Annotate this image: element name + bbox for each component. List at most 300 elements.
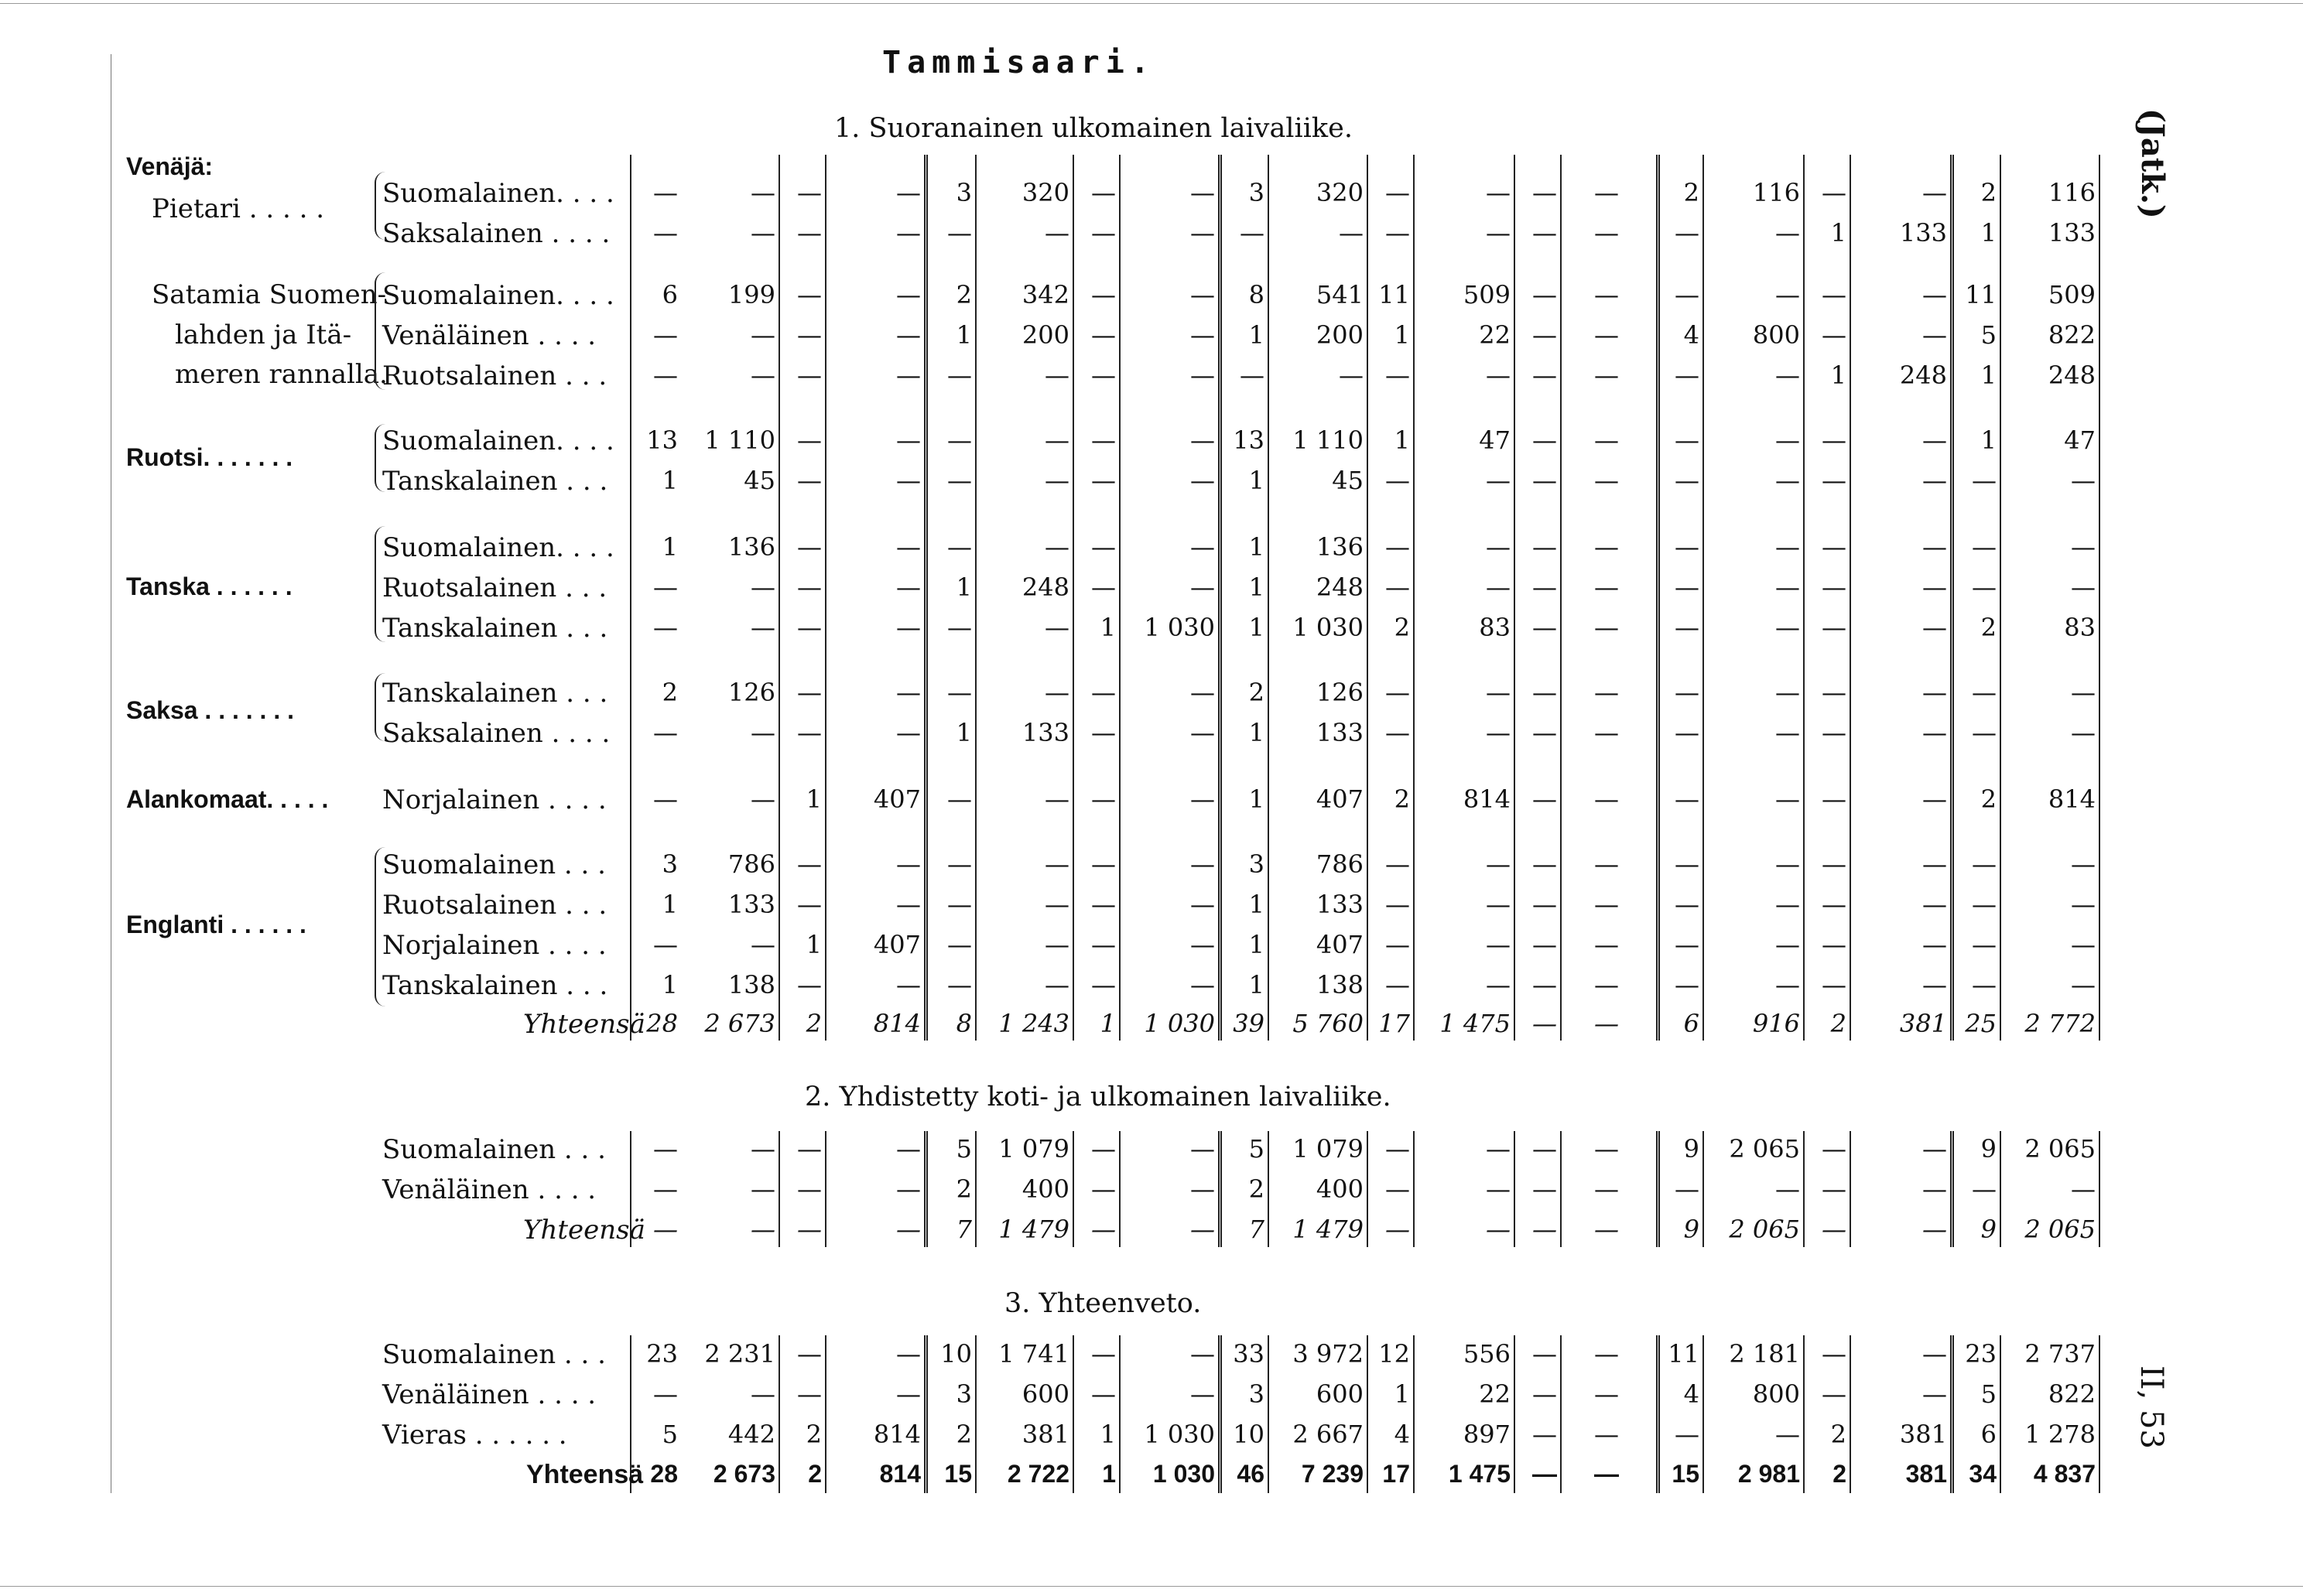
- table-cell: —: [1091, 320, 1116, 350]
- table-cell: —: [1091, 466, 1116, 495]
- table-cell: —: [1675, 280, 1699, 309]
- table-cell: —: [1486, 1134, 1511, 1164]
- column-rule: [1702, 155, 1704, 1041]
- table-cell: 2: [1980, 613, 1997, 642]
- table-cell: 541: [1316, 280, 1364, 309]
- table-cell: —: [1339, 361, 1364, 390]
- table-cell: —: [1486, 1174, 1511, 1204]
- row-label: Venäläinen . . . .: [382, 1379, 597, 1410]
- table-cell: —: [653, 1134, 678, 1164]
- row-label: Ruotsalainen . . .: [382, 572, 607, 603]
- table-cell: —: [1594, 361, 1619, 390]
- table-cell: 822: [2048, 320, 2096, 350]
- table-cell: 1 079: [998, 1134, 1069, 1164]
- table-cell: 1: [1980, 218, 1997, 248]
- row-label: Venäläinen . . . .: [382, 320, 597, 351]
- table-cell: 1 110: [1292, 425, 1364, 455]
- row-label: Ruotsalainen . . .: [382, 890, 607, 921]
- column-rule: [1850, 1335, 1851, 1493]
- table-cell: —: [1532, 1009, 1557, 1038]
- table-cell: 13: [1233, 425, 1264, 455]
- table-cell: 3: [1248, 849, 1264, 879]
- country-saksa: Saksa . . . . . . .: [126, 696, 294, 724]
- table-cell: —: [1532, 1339, 1557, 1369]
- table-cell: 200: [1316, 320, 1364, 350]
- table-cell: 5: [1980, 320, 1997, 350]
- table-cell: —: [1486, 970, 1511, 1000]
- table-cell: 133: [1899, 218, 1947, 248]
- table-cell: 1 030: [1144, 1009, 1215, 1038]
- table-cell: —: [1190, 970, 1215, 1000]
- table-cell: —: [797, 970, 822, 1000]
- table-cell: 407: [1316, 930, 1364, 959]
- table-cell: 1: [1248, 784, 1264, 814]
- table-cell: 916: [1752, 1009, 1800, 1038]
- table-cell: 1: [1100, 1009, 1116, 1038]
- table-cell: 2 673: [713, 1460, 775, 1488]
- table-cell: 5: [956, 1134, 972, 1164]
- table-cell: —: [1091, 784, 1116, 814]
- location-pietari: Pietari . . . . .: [152, 193, 325, 224]
- table-cell: —: [1091, 425, 1116, 455]
- row-label: Tanskalainen . . .: [382, 970, 608, 1001]
- column-rule: [1119, 155, 1121, 1041]
- table-cell: —: [1775, 425, 1800, 455]
- table-cell: 814: [873, 1009, 921, 1038]
- table-cell: 2 737: [2024, 1339, 2096, 1369]
- table-cell: 126: [1316, 678, 1364, 707]
- table-cell: —: [1190, 678, 1215, 707]
- table-cell: —: [653, 572, 678, 602]
- table-cell: —: [1675, 970, 1699, 1000]
- table-cell: —: [947, 970, 972, 1000]
- table-cell: 1 030: [1152, 1460, 1215, 1488]
- table-cell: 138: [1316, 970, 1364, 1000]
- table-cell: —: [896, 1174, 921, 1204]
- table-cell: —: [1675, 718, 1699, 747]
- table-cell: 8: [1248, 280, 1264, 309]
- table-cell: 1: [1830, 218, 1846, 248]
- row-label: Saksalainen . . . .: [382, 718, 611, 749]
- table-cell: —: [1091, 178, 1116, 207]
- table-cell: —: [1190, 1339, 1215, 1369]
- table-cell: —: [1922, 890, 1947, 919]
- table-cell: 600: [1316, 1379, 1364, 1409]
- table-cell: —: [1922, 280, 1947, 309]
- table-cell: —: [2071, 718, 2096, 747]
- section-title-1: 1. Suoranainen ulkomainen laivaliike.: [834, 113, 1353, 144]
- table-cell: 800: [1752, 320, 1800, 350]
- table-cell: 47: [1479, 425, 1511, 455]
- table-cell: 1: [662, 532, 678, 562]
- table-cell: 786: [1316, 849, 1364, 879]
- table-cell: —: [896, 849, 921, 879]
- table-cell: —: [896, 218, 921, 248]
- row-label: Suomalainen . . .: [382, 849, 606, 880]
- table-cell: —: [1972, 970, 1997, 1000]
- table-cell: —: [1822, 613, 1846, 642]
- table-cell: 2 772: [2024, 1009, 2096, 1038]
- table-cell: —: [653, 1174, 678, 1204]
- table-cell: —: [1190, 1174, 1215, 1204]
- table-cell: —: [797, 361, 822, 390]
- table-cell: —: [1486, 466, 1511, 495]
- table-cell: —: [1972, 718, 1997, 747]
- column-rule: [2099, 155, 2100, 1041]
- table-cell: —: [1775, 849, 1800, 879]
- row-label: Tanskalainen . . .: [382, 466, 608, 497]
- table-cell: 5: [1248, 1134, 1264, 1164]
- table-cell: —: [947, 678, 972, 707]
- table-cell: —: [1045, 678, 1069, 707]
- table-cell: —: [1594, 1009, 1619, 1038]
- column-rule: [825, 155, 826, 1041]
- table-cell: —: [1594, 1420, 1619, 1449]
- table-cell: —: [1486, 1215, 1511, 1244]
- table-cell: —: [1922, 572, 1947, 602]
- table-cell: —: [797, 572, 822, 602]
- row-label: Tanskalainen . . .: [382, 678, 608, 709]
- table-cell: 1 741: [998, 1339, 1069, 1369]
- table-cell: —: [1045, 849, 1069, 879]
- table-cell: —: [947, 425, 972, 455]
- table-cell: 2: [956, 1174, 972, 1204]
- table-cell: —: [1594, 678, 1619, 707]
- table-cell: —: [1385, 532, 1410, 562]
- column-rule: [975, 155, 977, 1041]
- table-cell: —: [797, 280, 822, 309]
- table-cell: 556: [1463, 1339, 1511, 1369]
- table-cell: —: [2071, 890, 2096, 919]
- table-cell: —: [1775, 572, 1800, 602]
- column-rule: [825, 1131, 826, 1247]
- table-cell: 2 065: [1729, 1134, 1800, 1164]
- table-cell: —: [1045, 218, 1069, 248]
- row-label: Vieras . . . . . .: [382, 1420, 567, 1451]
- table-cell: —: [1385, 970, 1410, 1000]
- table-cell: —: [1091, 930, 1116, 959]
- table-cell: —: [797, 218, 822, 248]
- table-cell: —: [751, 784, 775, 814]
- table-cell: —: [1922, 532, 1947, 562]
- table-cell: —: [1091, 890, 1116, 919]
- table-cell: —: [947, 890, 972, 919]
- table-cell: —: [1045, 361, 1069, 390]
- table-cell: 1: [662, 890, 678, 919]
- table-cell: —: [1385, 930, 1410, 959]
- table-cell: —: [751, 718, 775, 747]
- table-cell: 1: [1980, 425, 1997, 455]
- table-cell: —: [947, 784, 972, 814]
- table-cell: —: [1190, 320, 1215, 350]
- table-cell: —: [1532, 572, 1557, 602]
- table-cell: 1 243: [998, 1009, 1069, 1038]
- table-cell: —: [947, 613, 972, 642]
- table-cell: 1: [1248, 572, 1264, 602]
- column-rule: [1268, 1131, 1269, 1247]
- table-cell: —: [1922, 613, 1947, 642]
- table-cell: —: [653, 784, 678, 814]
- table-cell: 1 475: [1448, 1460, 1511, 1488]
- table-cell: 2: [662, 678, 678, 707]
- table-cell: 1: [806, 784, 822, 814]
- table-cell: 2: [1248, 1174, 1264, 1204]
- table-cell: 3: [956, 178, 972, 207]
- section-title-2: 2. Yhdistetty koti- ja ulkomainen laivaliike.: [805, 1082, 1391, 1112]
- table-cell: —: [751, 572, 775, 602]
- table-cell: 6: [1980, 1420, 1997, 1449]
- table-cell: —: [1594, 784, 1619, 814]
- table-cell: —: [896, 425, 921, 455]
- table-cell: 7 239: [1301, 1460, 1364, 1488]
- table-cell: —: [1486, 361, 1511, 390]
- column-rule: [825, 1335, 826, 1493]
- table-cell: —: [1922, 970, 1947, 1000]
- table-cell: 1: [1248, 930, 1264, 959]
- column-rule: [1119, 1131, 1121, 1247]
- table-cell: —: [1532, 466, 1557, 495]
- table-cell: 17: [1378, 1009, 1410, 1038]
- table-cell: 381: [1899, 1009, 1947, 1038]
- continued-note: (Jatk.): [2134, 108, 2171, 219]
- table-cell: —: [1486, 849, 1511, 879]
- table-cell: —: [896, 613, 921, 642]
- table-cell: —: [1532, 218, 1557, 248]
- table-cell: —: [896, 361, 921, 390]
- column-rule: [1413, 1131, 1415, 1247]
- table-cell: 442: [727, 1420, 775, 1449]
- table-cell: 83: [1479, 613, 1511, 642]
- table-cell: —: [653, 613, 678, 642]
- table-cell: —: [1532, 718, 1557, 747]
- table-cell: —: [896, 178, 921, 207]
- table-cell: —: [1486, 178, 1511, 207]
- table-cell: —: [797, 1215, 822, 1244]
- table-cell: 342: [1021, 280, 1069, 309]
- table-cell: 1: [1394, 425, 1410, 455]
- column-rule: [2000, 155, 2001, 1041]
- table-cell: 10: [1233, 1420, 1264, 1449]
- table-cell: —: [1532, 178, 1557, 207]
- table-cell: 2 667: [1292, 1420, 1364, 1449]
- table-cell: —: [1922, 849, 1947, 879]
- table-cell: 133: [1316, 890, 1364, 919]
- row-label: Venäläinen . . . .: [382, 1174, 597, 1205]
- column-rule: [1413, 1335, 1415, 1493]
- table-cell: —: [1594, 718, 1619, 747]
- row-label: Ruotsalainen . . .: [382, 361, 607, 391]
- table-cell: 407: [873, 784, 921, 814]
- table-cell: —: [1532, 361, 1557, 390]
- table-cell: —: [1675, 613, 1699, 642]
- table-cell: —: [1190, 572, 1215, 602]
- location-satamia-3: meren rannalla.: [175, 359, 388, 390]
- row-label: Suomalainen . . .: [382, 1134, 606, 1165]
- table-cell: —: [751, 178, 775, 207]
- table-cell: 1 030: [1292, 613, 1364, 642]
- table-cell: 200: [1021, 320, 1069, 350]
- table-cell: 1 110: [704, 425, 775, 455]
- table-cell: 2: [1832, 1460, 1846, 1488]
- table-cell: —: [1972, 572, 1997, 602]
- table-cell: —: [797, 890, 822, 919]
- table-cell: —: [1675, 849, 1699, 879]
- table-cell: —: [1532, 1134, 1557, 1164]
- table-cell: —: [1775, 1174, 1800, 1204]
- table-cell: —: [1486, 218, 1511, 248]
- table-cell: —: [947, 466, 972, 495]
- table-cell: —: [1922, 784, 1947, 814]
- table-cell: —: [2071, 466, 2096, 495]
- table-cell: 2: [1394, 613, 1410, 642]
- page-number: II, 53: [2134, 1365, 2169, 1449]
- location-satamia-1: Satamia Suomen-: [152, 279, 387, 310]
- table-cell: 400: [1021, 1174, 1069, 1204]
- table-cell: 9: [1980, 1215, 1997, 1244]
- table-cell: 28: [650, 1460, 678, 1488]
- table-cell: 4: [1683, 1379, 1699, 1409]
- table-cell: —: [797, 1174, 822, 1204]
- table-cell: 1: [662, 970, 678, 1000]
- table-cell: —: [2071, 930, 2096, 959]
- table-cell: —: [1532, 970, 1557, 1000]
- table-cell: —: [896, 572, 921, 602]
- table-cell: —: [896, 280, 921, 309]
- table-cell: 1 479: [1292, 1215, 1364, 1244]
- table-cell: —: [2071, 532, 2096, 562]
- table-cell: —: [1091, 361, 1116, 390]
- country-englanti: Englanti . . . . . .: [126, 911, 306, 938]
- table-cell: 1: [1830, 361, 1846, 390]
- table-cell: —: [1594, 1460, 1619, 1488]
- table-cell: 2 722: [1007, 1460, 1069, 1488]
- table-cell: 126: [727, 678, 775, 707]
- table-cell: —: [653, 1215, 678, 1244]
- table-cell: —: [1775, 280, 1800, 309]
- table-cell: 7: [956, 1215, 972, 1244]
- table-cell: —: [1822, 1174, 1846, 1204]
- table-cell: —: [797, 178, 822, 207]
- table-cell: 7: [1248, 1215, 1264, 1244]
- table-cell: —: [751, 1379, 775, 1409]
- table-cell: —: [751, 320, 775, 350]
- table-cell: 1: [1248, 320, 1264, 350]
- table-cell: 1: [1102, 1460, 1116, 1488]
- column-rule: [1268, 1335, 1269, 1493]
- table-cell: —: [1385, 218, 1410, 248]
- table-cell: —: [1594, 1134, 1619, 1164]
- table-cell: 320: [1021, 178, 1069, 207]
- table-cell: —: [1922, 930, 1947, 959]
- column-rule: [1702, 1131, 1704, 1247]
- table-cell: —: [797, 425, 822, 455]
- table-cell: —: [1532, 1460, 1557, 1488]
- table-cell: —: [1822, 890, 1846, 919]
- table-cell: —: [751, 218, 775, 248]
- table-cell: 5 760: [1292, 1009, 1364, 1038]
- table-cell: —: [947, 532, 972, 562]
- table-cell: 2: [956, 280, 972, 309]
- column-rule: [1850, 155, 1851, 1041]
- country-venaja: Venäjä:: [126, 152, 214, 180]
- table-cell: 6: [1683, 1009, 1699, 1038]
- table-cell: 1 079: [1292, 1134, 1364, 1164]
- table-cell: —: [797, 718, 822, 747]
- table-cell: 2 065: [1729, 1215, 1800, 1244]
- table-cell: 2 981: [1737, 1460, 1800, 1488]
- table-cell: —: [1190, 425, 1215, 455]
- table-cell: —: [1190, 1379, 1215, 1409]
- table-cell: —: [1045, 970, 1069, 1000]
- table-cell: —: [1594, 425, 1619, 455]
- table-cell: —: [1190, 466, 1215, 495]
- table-cell: —: [1486, 532, 1511, 562]
- table-cell: 3: [662, 849, 678, 879]
- table-cell: 1 030: [1144, 1420, 1215, 1449]
- table-cell: —: [1532, 930, 1557, 959]
- table-cell: 1: [956, 320, 972, 350]
- table-cell: —: [1532, 678, 1557, 707]
- table-cell: 133: [727, 890, 775, 919]
- table-cell: 814: [2048, 784, 2096, 814]
- table-cell: —: [1675, 678, 1699, 707]
- table-cell: 400: [1316, 1174, 1364, 1204]
- row-label: Saksalainen . . . .: [382, 218, 611, 249]
- table-cell: —: [1594, 890, 1619, 919]
- table-cell: 2 181: [1729, 1339, 1800, 1369]
- table-cell: 138: [727, 970, 775, 1000]
- table-cell: —: [1822, 532, 1846, 562]
- table-cell: 116: [1752, 178, 1800, 207]
- table-cell: —: [653, 718, 678, 747]
- table-cell: —: [896, 718, 921, 747]
- table-cell: 23: [1965, 1339, 1997, 1369]
- table-cell: —: [1972, 532, 1997, 562]
- table-cell: —: [947, 218, 972, 248]
- table-cell: —: [1594, 320, 1619, 350]
- table-cell: —: [1922, 466, 1947, 495]
- total-label: Yhteensä: [523, 1215, 645, 1246]
- table-cell: 248: [1899, 361, 1947, 390]
- table-cell: —: [947, 361, 972, 390]
- table-cell: —: [1775, 613, 1800, 642]
- table-cell: 248: [1316, 572, 1364, 602]
- table-cell: —: [1594, 1174, 1619, 1204]
- table-cell: —: [797, 613, 822, 642]
- table-cell: —: [1532, 280, 1557, 309]
- table-cell: —: [1385, 718, 1410, 747]
- table-cell: —: [1972, 930, 1997, 959]
- table-cell: —: [1190, 890, 1215, 919]
- table-cell: 1: [1248, 970, 1264, 1000]
- table-cell: —: [1486, 678, 1511, 707]
- table-cell: —: [1190, 1215, 1215, 1244]
- table-cell: —: [1091, 1215, 1116, 1244]
- table-cell: —: [1486, 718, 1511, 747]
- table-cell: —: [1822, 320, 1846, 350]
- table-cell: —: [1385, 178, 1410, 207]
- table-cell: 2 065: [2024, 1134, 2096, 1164]
- table-cell: 11: [1378, 280, 1410, 309]
- column-rule: [2000, 1335, 2001, 1493]
- table-cell: 5: [662, 1420, 678, 1449]
- table-cell: 12: [1378, 1339, 1410, 1369]
- table-cell: —: [797, 1379, 822, 1409]
- table-cell: —: [1594, 1379, 1619, 1409]
- table-cell: 3: [1248, 1379, 1264, 1409]
- table-cell: 1 479: [998, 1215, 1069, 1244]
- table-cell: 2 231: [704, 1339, 775, 1369]
